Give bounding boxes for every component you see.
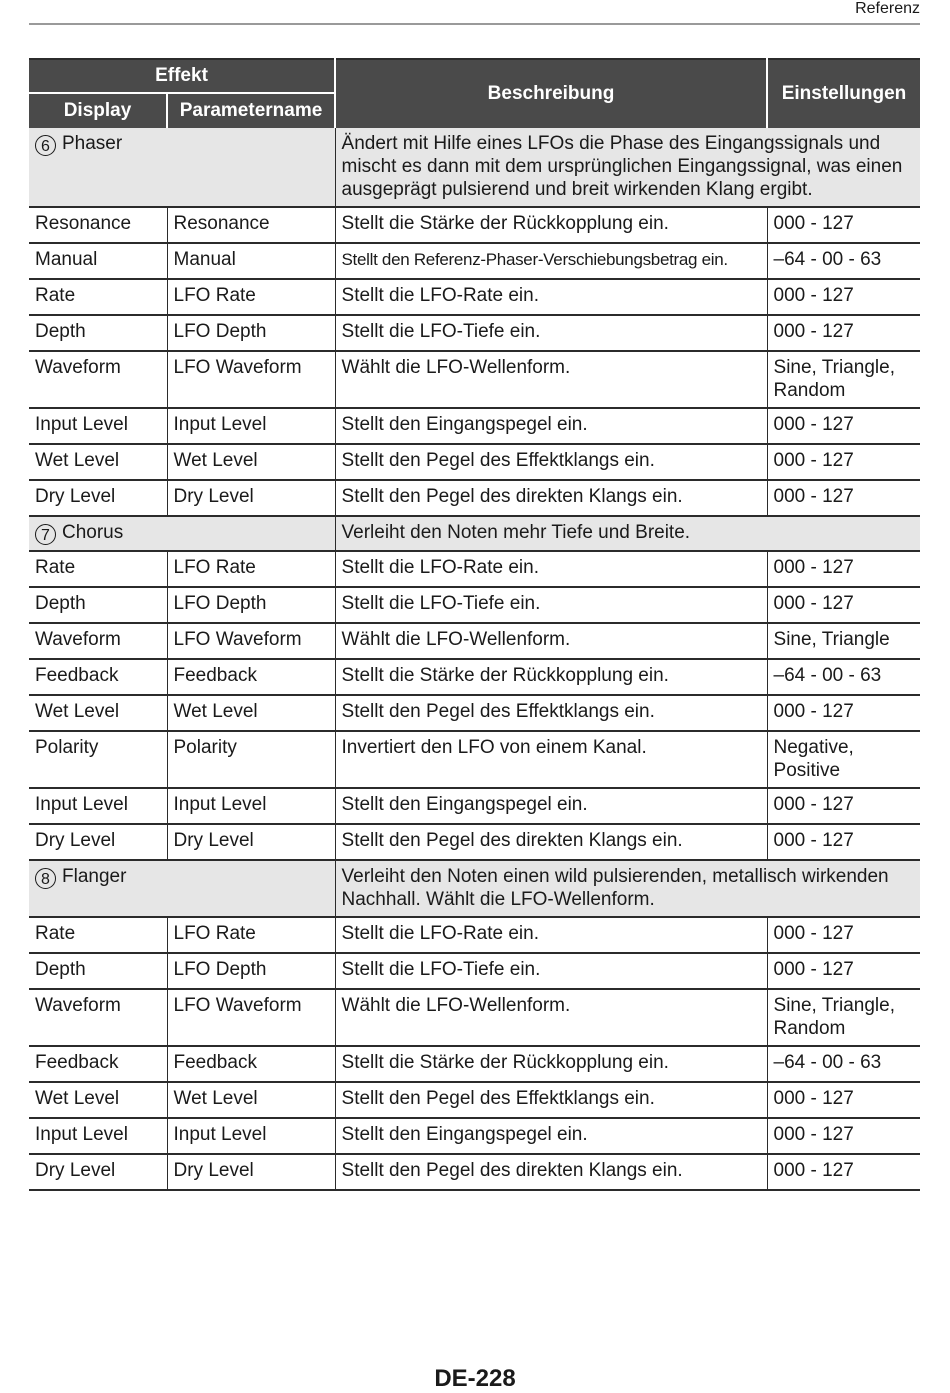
- description-cell: Stellt die LFO-Rate ein.: [335, 551, 767, 587]
- description-cell: Stellt die Stärke der Rückkopplung ein.: [335, 207, 767, 243]
- circled-number-icon: 7: [35, 524, 56, 545]
- display-cell: Manual: [29, 243, 167, 279]
- description-cell: Stellt die Stärke der Rückkopplung ein.: [335, 659, 767, 695]
- parameter-row: [29, 695, 920, 731]
- display-cell: Input Level: [29, 1118, 167, 1154]
- parameter-row: [29, 243, 920, 279]
- display-cell: Rate: [29, 917, 167, 953]
- setting-cell: 000 - 127: [767, 444, 920, 480]
- setting-cell: –64 - 00 - 63: [767, 659, 920, 695]
- parameter-row: [29, 623, 920, 659]
- display-cell: Resonance: [29, 207, 167, 243]
- effect-group-row: [29, 128, 920, 207]
- description-cell: Stellt die LFO-Rate ein.: [335, 279, 767, 315]
- parameter-row: [29, 917, 920, 953]
- setting-cell: 000 - 127: [767, 480, 920, 516]
- parameter-name-cell: Input Level: [167, 1118, 335, 1154]
- parameter-name-cell: LFO Rate: [167, 551, 335, 587]
- parameter-name-cell: Dry Level: [167, 1154, 335, 1190]
- parameter-row: [29, 444, 920, 480]
- description-cell: Wählt die LFO-Wellenform.: [335, 623, 767, 659]
- parameter-row: [29, 551, 920, 587]
- parameter-row: [29, 279, 920, 315]
- parameter-name-cell: LFO Waveform: [167, 351, 335, 408]
- parameter-row: [29, 315, 920, 351]
- parameter-name-cell: LFO Waveform: [167, 623, 335, 659]
- description-cell: Stellt den Pegel des direkten Klangs ein.: [335, 1154, 767, 1190]
- effect-description: Ändert mit Hilfe eines LFOs die Phase des Eingangssignals und mischt es dann mit dem ursprünglichen Eingangssignal, was einen ausgeprägt pulsierend und breit wirkenden Klang ergibt.: [335, 128, 920, 207]
- setting-cell: 000 - 127: [767, 695, 920, 731]
- setting-cell: 000 - 127: [767, 1082, 920, 1118]
- display-cell: Depth: [29, 315, 167, 351]
- setting-cell: 000 - 127: [767, 587, 920, 623]
- description-cell: Wählt die LFO-Wellenform.: [335, 351, 767, 408]
- setting-cell: Negative, Positive: [767, 731, 920, 788]
- description-cell: Invertiert den LFO von einem Kanal.: [335, 731, 767, 788]
- display-cell: Waveform: [29, 989, 167, 1046]
- display-cell: Wet Level: [29, 1082, 167, 1118]
- setting-cell: 000 - 127: [767, 1154, 920, 1190]
- setting-cell: Sine, Triangle: [767, 623, 920, 659]
- header-display: Display: [29, 93, 167, 128]
- setting-cell: 000 - 127: [767, 207, 920, 243]
- parameter-name-cell: Feedback: [167, 659, 335, 695]
- effect-name: Flanger: [62, 866, 127, 887]
- effect-title-cell: [29, 516, 335, 551]
- parameter-name-cell: Input Level: [167, 408, 335, 444]
- effect-name: Phaser: [62, 133, 123, 154]
- parameter-name-cell: Dry Level: [167, 824, 335, 860]
- circled-number-icon: 8: [35, 868, 56, 889]
- parameter-row: [29, 731, 920, 788]
- setting-cell: 000 - 127: [767, 551, 920, 587]
- parameter-row: [29, 1118, 920, 1154]
- parameter-row: [29, 1154, 920, 1190]
- header-rule: [29, 23, 920, 25]
- setting-cell: 000 - 127: [767, 788, 920, 824]
- effect-parameter-table: [29, 58, 920, 1191]
- header-effekt: Effekt: [29, 59, 335, 93]
- parameter-row: [29, 989, 920, 1046]
- setting-cell: 000 - 127: [767, 953, 920, 989]
- description-cell: Stellt den Pegel des Effektklangs ein.: [335, 444, 767, 480]
- description-cell: Stellt den Eingangspegel ein.: [335, 788, 767, 824]
- setting-cell: –64 - 00 - 63: [767, 1046, 920, 1082]
- setting-cell: Sine, Triangle, Random: [767, 351, 920, 408]
- setting-cell: 000 - 127: [767, 279, 920, 315]
- parameter-name-cell: Resonance: [167, 207, 335, 243]
- section-label: Referenz: [855, 0, 920, 17]
- parameter-name-cell: Feedback: [167, 1046, 335, 1082]
- display-cell: Feedback: [29, 1046, 167, 1082]
- parameter-name-cell: Manual: [167, 243, 335, 279]
- display-cell: Feedback: [29, 659, 167, 695]
- parameter-name-cell: LFO Depth: [167, 587, 335, 623]
- page-number: DE-228: [434, 1365, 516, 1392]
- circled-number-icon: 6: [35, 135, 56, 156]
- effect-title-cell: [29, 860, 335, 917]
- display-cell: Dry Level: [29, 824, 167, 860]
- description-cell: Stellt die LFO-Rate ein.: [335, 917, 767, 953]
- parameter-name-cell: Wet Level: [167, 695, 335, 731]
- description-cell: Stellt den Referenz-Phaser-Verschiebungsbetrag ein.: [335, 243, 767, 279]
- description-cell: Stellt die LFO-Tiefe ein.: [335, 953, 767, 989]
- parameter-row: [29, 207, 920, 243]
- effect-group-row: [29, 516, 920, 551]
- parameter-name-cell: Dry Level: [167, 480, 335, 516]
- description-cell: Wählt die LFO-Wellenform.: [335, 989, 767, 1046]
- setting-cell: Sine, Triangle, Random: [767, 989, 920, 1046]
- parameter-row: [29, 351, 920, 408]
- parameter-name-cell: Wet Level: [167, 444, 335, 480]
- parameter-row: [29, 788, 920, 824]
- display-cell: Depth: [29, 953, 167, 989]
- display-cell: Polarity: [29, 731, 167, 788]
- setting-cell: 000 - 127: [767, 917, 920, 953]
- effect-description: Verleiht den Noten einen wild pulsierenden, metallisch wirkenden Nachhall. Wählt die LFO-Wellenform.: [335, 860, 920, 917]
- description-cell: Stellt den Pegel des Effektklangs ein.: [335, 695, 767, 731]
- parameter-name-cell: LFO Depth: [167, 953, 335, 989]
- description-cell: Stellt den Pegel des direkten Klangs ein.: [335, 480, 767, 516]
- header-einstellungen: Einstellungen: [767, 59, 920, 128]
- display-cell: Wet Level: [29, 444, 167, 480]
- display-cell: Dry Level: [29, 480, 167, 516]
- display-cell: Rate: [29, 279, 167, 315]
- parameter-row: [29, 1082, 920, 1118]
- parameter-row: [29, 480, 920, 516]
- parameter-row: [29, 1046, 920, 1082]
- effect-group-row: [29, 860, 920, 917]
- effect-name: Chorus: [62, 522, 124, 543]
- parameter-name-cell: Wet Level: [167, 1082, 335, 1118]
- setting-cell: 000 - 127: [767, 1118, 920, 1154]
- setting-cell: –64 - 00 - 63: [767, 243, 920, 279]
- display-cell: Wet Level: [29, 695, 167, 731]
- parameter-name-cell: LFO Depth: [167, 315, 335, 351]
- display-cell: Waveform: [29, 351, 167, 408]
- parameter-name-cell: LFO Rate: [167, 917, 335, 953]
- parameter-row: [29, 824, 920, 860]
- parameter-name-cell: Input Level: [167, 788, 335, 824]
- description-cell: Stellt die Stärke der Rückkopplung ein.: [335, 1046, 767, 1082]
- effect-description: Verleiht den Noten mehr Tiefe und Breite.: [335, 516, 920, 551]
- header-beschreibung: Beschreibung: [335, 59, 767, 128]
- setting-cell: 000 - 127: [767, 824, 920, 860]
- header-parametername: Parametername: [167, 93, 335, 128]
- parameter-name-cell: Polarity: [167, 731, 335, 788]
- setting-cell: 000 - 127: [767, 408, 920, 444]
- table-body: [29, 128, 920, 1190]
- description-cell: Stellt die LFO-Tiefe ein.: [335, 587, 767, 623]
- description-cell: Stellt den Pegel des Effektklangs ein.: [335, 1082, 767, 1118]
- display-cell: Input Level: [29, 408, 167, 444]
- display-cell: Dry Level: [29, 1154, 167, 1190]
- description-cell: Stellt den Eingangspegel ein.: [335, 408, 767, 444]
- display-cell: Waveform: [29, 623, 167, 659]
- setting-cell: 000 - 127: [767, 315, 920, 351]
- effect-title-cell: [29, 128, 335, 207]
- parameter-row: [29, 953, 920, 989]
- display-cell: Input Level: [29, 788, 167, 824]
- parameter-row: [29, 659, 920, 695]
- display-cell: Rate: [29, 551, 167, 587]
- parameter-name-cell: LFO Rate: [167, 279, 335, 315]
- parameter-row: [29, 587, 920, 623]
- description-cell: Stellt die LFO-Tiefe ein.: [335, 315, 767, 351]
- display-cell: Depth: [29, 587, 167, 623]
- parameter-name-cell: LFO Waveform: [167, 989, 335, 1046]
- description-cell: Stellt den Pegel des direkten Klangs ein.: [335, 824, 767, 860]
- description-cell: Stellt den Eingangspegel ein.: [335, 1118, 767, 1154]
- parameter-row: [29, 408, 920, 444]
